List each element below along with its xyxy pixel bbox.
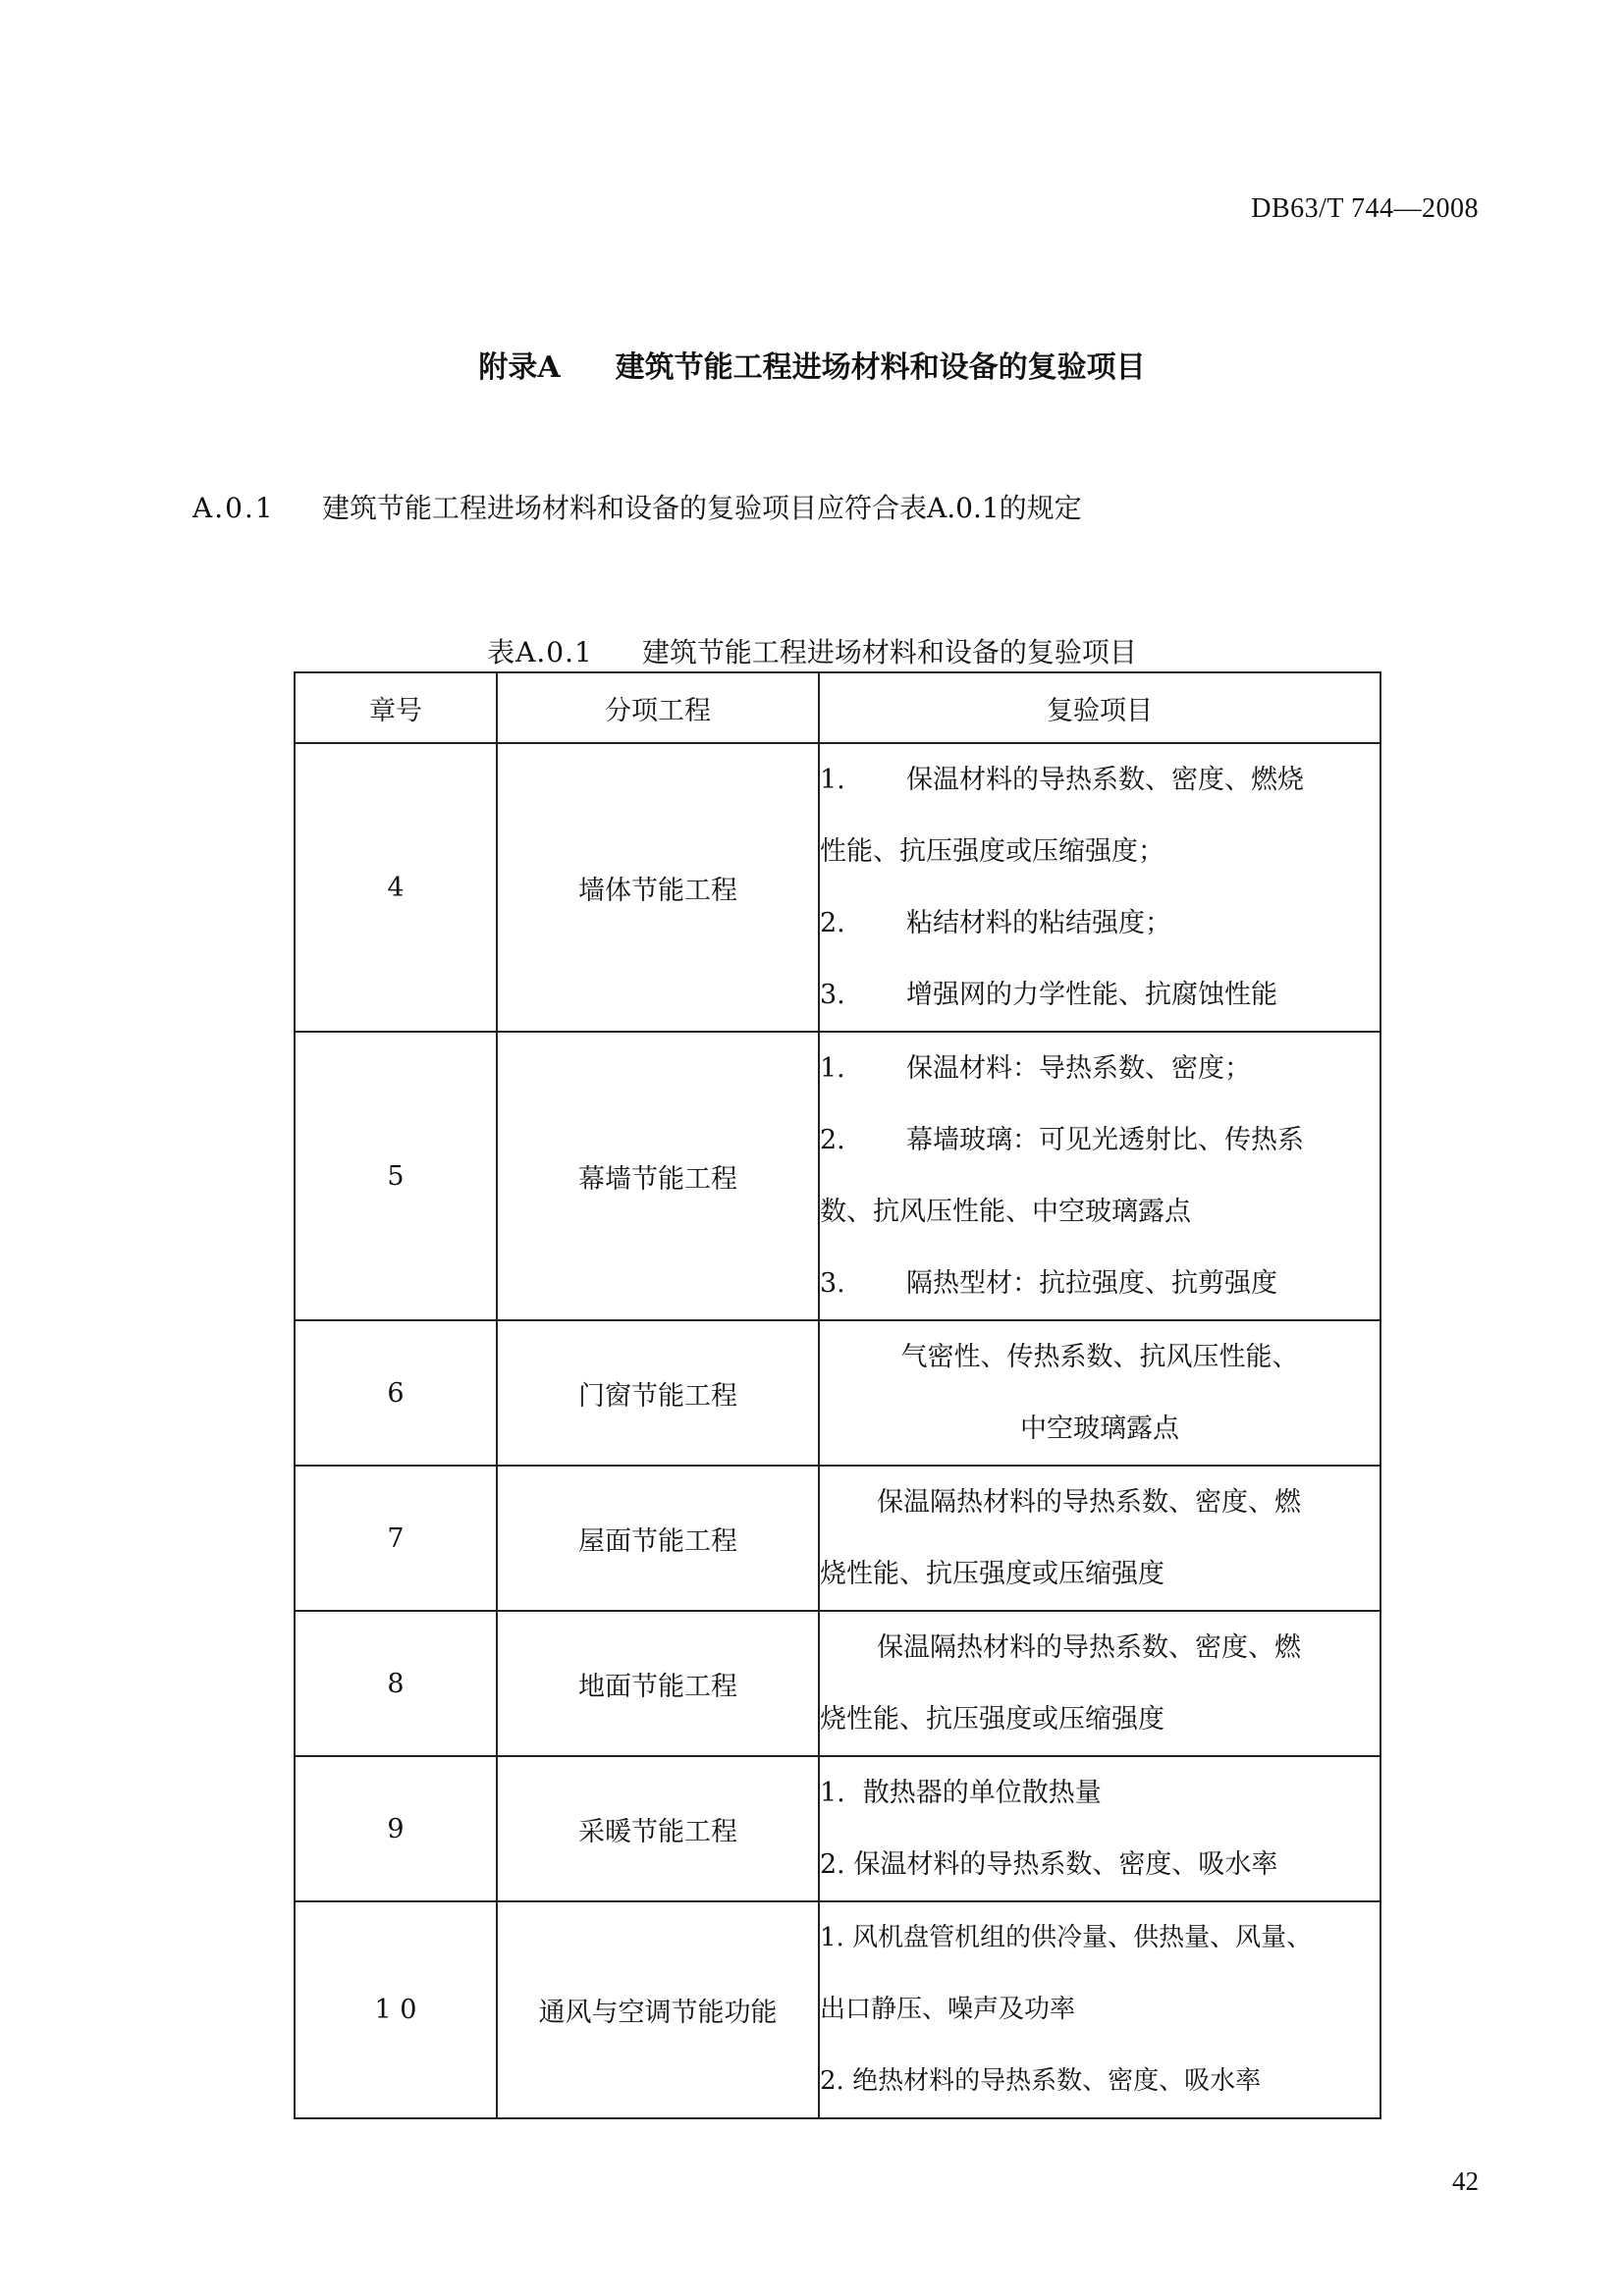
item-line: 2. 保温材料的导热系数、密度、吸水率: [820, 1849, 1278, 1880]
item-line: [820, 1104, 1380, 1176]
header-subproject: 分项工程: [497, 672, 819, 743]
clause-number: A.0.1: [192, 492, 275, 524]
item-number: 3.: [820, 1268, 845, 1299]
table-caption-label: 表A.0.1: [487, 636, 593, 668]
chapter-cell: 5: [295, 1032, 497, 1320]
item-line: 中空玻璃露点: [1020, 1414, 1179, 1444]
chapter-cell: 4: [295, 743, 497, 1032]
item-line: [820, 959, 1380, 1031]
header-review-items: 复验项目: [819, 672, 1380, 743]
subproject-cell: 通风与空调节能功能: [497, 1901, 819, 2118]
clause-a01: [192, 487, 1082, 526]
appendix-label: 附录A: [478, 350, 561, 385]
item-line: 1. 风机盘管机组的供冷量、供热量、风量、: [820, 1923, 1313, 1952]
review-items-cell: [819, 743, 1380, 1032]
table-row: [295, 1901, 1380, 2118]
item-line: [820, 744, 1380, 816]
item-text: 增强网的力学性能、抗腐蚀性能: [906, 980, 1277, 1010]
review-items-cell: [819, 1611, 1380, 1756]
item-number: 2.: [820, 1125, 845, 1155]
subproject-cell: 地面节能工程: [497, 1611, 819, 1756]
appendix-title: [0, 343, 1624, 386]
item-number: 1.: [820, 1778, 845, 1808]
table-row: [295, 1320, 1380, 1466]
table-row: [295, 1466, 1380, 1611]
item-line: [820, 1248, 1380, 1319]
item-line: [820, 887, 1380, 959]
item-number: 2.: [820, 908, 845, 938]
page-number: 42: [1452, 2166, 1479, 2196]
item-line: 烧性能、抗压强度或压缩强度: [820, 1559, 1164, 1589]
item-line: 烧性能、抗压强度或压缩强度: [820, 1704, 1164, 1735]
review-items-table: [294, 671, 1381, 2119]
table-row: [295, 1611, 1380, 1756]
item-text: 粘结材料的粘结强度；: [906, 908, 1171, 938]
item-line: 出口静压、噪声及功率: [820, 1995, 1076, 2024]
table-row: [295, 1756, 1380, 1901]
table-caption-title: 建筑节能工程进场材料和设备的复验项目: [641, 636, 1137, 668]
subproject-cell: 采暖节能工程: [497, 1756, 819, 1901]
appendix-title-text: 建筑节能工程进场材料和设备的复验项目: [615, 350, 1146, 385]
item-line: 2. 绝热材料的导热系数、密度、吸水率: [820, 2066, 1262, 2096]
clause-text: 建筑节能工程进场材料和设备的复验项目应符合表A.0.1的规定: [322, 492, 1082, 524]
chapter-cell: 1 0: [295, 1901, 497, 2118]
item-number: 3.: [820, 980, 845, 1010]
review-items-cell: [819, 1320, 1380, 1466]
item-text: 幕墙玻璃：可见光透射比、传热系: [906, 1125, 1304, 1155]
item-text: 保温材料：导热系数、密度；: [906, 1053, 1251, 1084]
header-chapter: 章号: [295, 672, 497, 743]
item-text: 隔热型材：抗拉强度、抗剪强度: [906, 1268, 1277, 1299]
review-items-cell: [819, 1901, 1380, 2118]
chapter-cell: 7: [295, 1466, 497, 1611]
item-text: 保温材料的导热系数、密度、燃烧: [906, 765, 1304, 795]
chapter-cell: 9: [295, 1756, 497, 1901]
table-row: [295, 743, 1380, 1032]
item-line: 气密性、传热系数、抗风压性能、: [900, 1342, 1299, 1372]
subproject-cell: 幕墙节能工程: [497, 1032, 819, 1320]
item-line: 保温隔热材料的导热系数、密度、燃: [877, 1487, 1301, 1518]
table-row: [295, 1032, 1380, 1320]
item-text: 性能、抗压强度或压缩强度；: [820, 836, 1164, 867]
subproject-cell: 墙体节能工程: [497, 743, 819, 1032]
subproject-cell: 屋面节能工程: [497, 1466, 819, 1611]
item-line: [820, 1757, 1380, 1829]
table-caption: [0, 631, 1624, 670]
item-line: [820, 1176, 1380, 1248]
review-items-cell: [819, 1756, 1380, 1901]
table-header-row: [295, 672, 1380, 743]
subproject-cell: 门窗节能工程: [497, 1320, 819, 1466]
chapter-cell: 6: [295, 1320, 497, 1466]
item-text: 数、抗风压性能、中空玻璃露点: [820, 1197, 1191, 1227]
item-text: 散热器的单位散热量: [862, 1778, 1102, 1808]
item-line: [820, 816, 1380, 887]
item-number: 1.: [820, 765, 845, 795]
review-items-cell: [819, 1032, 1380, 1320]
item-line: [820, 1033, 1380, 1104]
review-items-cell: [819, 1466, 1380, 1611]
chapter-cell: 8: [295, 1611, 497, 1756]
standard-code: DB63/T 744—2008: [1251, 193, 1479, 224]
item-number: 1.: [820, 1053, 845, 1084]
item-line: 保温隔热材料的导热系数、密度、燃: [877, 1632, 1301, 1663]
